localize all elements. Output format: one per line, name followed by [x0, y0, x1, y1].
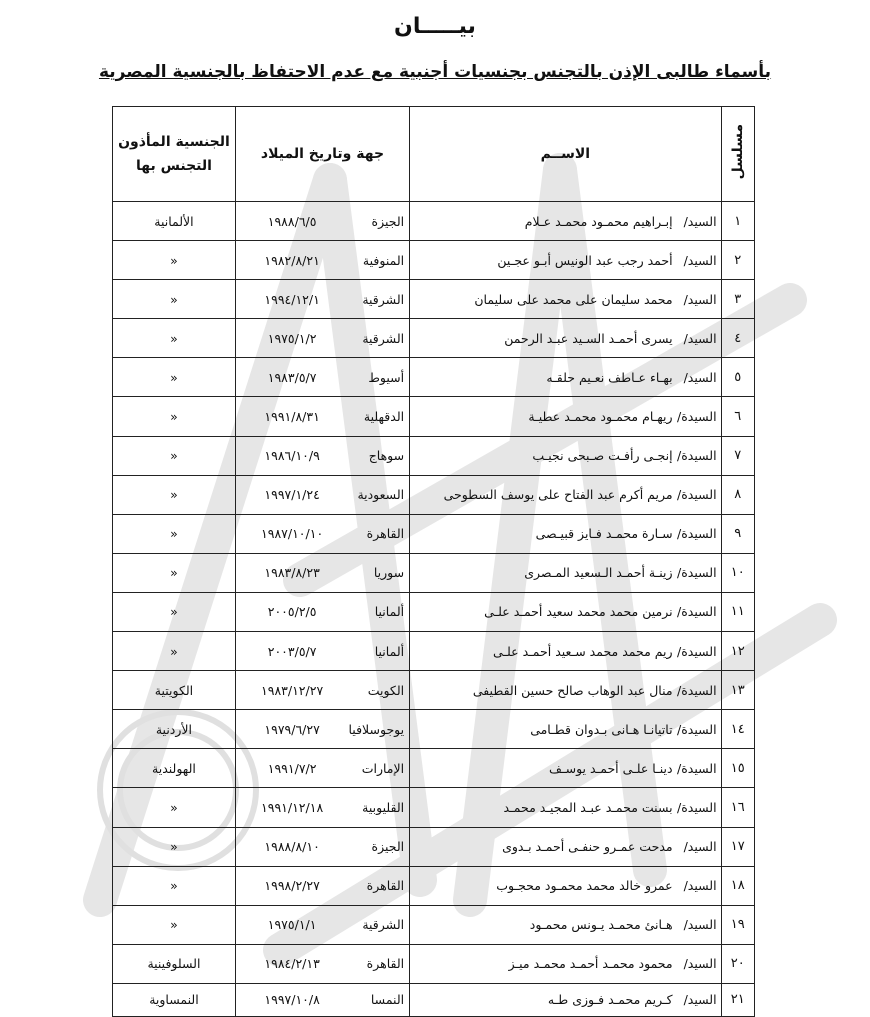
document-subtitle: بأسماء طالبى الإذن بالتجنس بجنسيات أجنبية مع عدم الاحتفاظ بالجنسية المصرية	[98, 62, 772, 82]
row-governorate: ألمانيا	[374, 604, 405, 620]
row-name-cell	[410, 983, 721, 1016]
row-name: محمود محمـد أحمـد محمـد ميـز	[508, 956, 673, 972]
row-place-date-cell	[235, 788, 409, 827]
row-serial: ١٨	[721, 866, 754, 905]
row-honorific: السيد/	[683, 291, 717, 307]
row-name-cell	[410, 827, 721, 866]
row-name: منال عبد الوهاب صالح حسين القطيفى	[472, 682, 673, 698]
row-governorate: السعودية	[357, 487, 405, 503]
row-serial: ١٠	[721, 553, 754, 592]
row-name: دينـا علـى أحمـد يوسـف	[549, 760, 673, 776]
row-place-date-cell	[235, 397, 409, 436]
row-name: عمرو خالد محمد محمـود محجـوب	[496, 878, 673, 894]
row-serial: ١٩	[721, 905, 754, 944]
row-serial: ٥	[721, 358, 754, 397]
row-nationality: «	[113, 592, 236, 631]
row-honorific: السيدة/	[677, 409, 717, 425]
row-honorific: السيدة/	[677, 487, 717, 503]
row-honorific: السيدة/	[677, 799, 717, 815]
row-nationality: الهولندية	[113, 749, 236, 788]
row-place-date-cell	[235, 983, 409, 1016]
row-governorate: الشرقية	[362, 917, 405, 933]
row-name: بهـاء عـاطف نعـيم حلقـه	[546, 369, 673, 385]
row-serial: ٢١	[721, 983, 754, 1016]
row-nationality: «	[113, 319, 236, 358]
row-name-cell	[410, 280, 721, 319]
row-place-date-cell	[235, 514, 409, 553]
row-governorate: النمسا	[370, 992, 405, 1008]
table-row	[113, 436, 755, 475]
row-governorate: الدقهلية	[363, 409, 405, 425]
row-nationality: «	[113, 358, 236, 397]
row-serial: ٤	[721, 319, 754, 358]
row-place-date-cell	[235, 241, 409, 280]
table-row	[113, 749, 755, 788]
row-place-date-cell	[235, 671, 409, 710]
table-header-row	[113, 107, 755, 202]
row-nationality: «	[113, 280, 236, 319]
row-honorific: السيد/	[683, 839, 717, 855]
row-name-cell	[410, 397, 721, 436]
row-name-cell	[410, 358, 721, 397]
row-name: هـانئ محمـد يـونس محمـود	[529, 917, 673, 933]
header-serial: مسلسل	[721, 107, 754, 202]
row-name-cell	[410, 436, 721, 475]
row-name: أحمد رجب عبد الونيس أبـو عجـين	[497, 252, 673, 268]
row-name: زينـة أحمـد الـسعيد المـصرى	[524, 565, 673, 581]
header-nationality-line2: التجنس بها	[135, 158, 212, 174]
row-governorate: القاهرة	[366, 956, 405, 972]
row-governorate: ألمانيا	[374, 643, 405, 659]
row-name: تاتيانـا هـانى بـدوان قطـامى	[530, 721, 673, 737]
row-name-cell	[410, 202, 721, 241]
header-name: الاســم	[410, 107, 721, 202]
row-nationality: «	[113, 905, 236, 944]
row-honorific: السيد/	[683, 330, 717, 346]
row-honorific: السيد/	[683, 956, 717, 972]
table-row	[113, 710, 755, 749]
row-governorate: يوجوسلافيا	[348, 721, 405, 737]
row-governorate: الإمارات	[361, 760, 405, 776]
row-birth-date: ١٩٨٢/٨/٢١	[264, 252, 320, 268]
row-governorate: الكويت	[367, 682, 405, 698]
row-name-cell	[410, 788, 721, 827]
row-serial: ٦	[721, 397, 754, 436]
row-serial: ٩	[721, 514, 754, 553]
row-birth-date: ١٩٨٤/٢/١٣	[264, 956, 320, 972]
row-birth-date: ٢٠٠٥/٢/٥	[267, 604, 317, 620]
row-nationality: السلوفينية	[113, 944, 236, 983]
row-serial: ١٣	[721, 671, 754, 710]
row-birth-date: ١٩٩١/٧/٢	[267, 760, 317, 776]
row-name-cell	[410, 671, 721, 710]
row-serial: ١٢	[721, 632, 754, 671]
row-governorate: الجيزة	[371, 839, 405, 855]
row-nationality: «	[113, 632, 236, 671]
table-row	[113, 905, 755, 944]
row-name: بسنت محمـد عبـد المجيـد محمـد	[503, 799, 673, 815]
row-birth-date: ١٩٨٨/٦/٥	[267, 213, 317, 229]
row-place-date-cell	[235, 553, 409, 592]
table-row	[113, 475, 755, 514]
row-place-date-cell	[235, 905, 409, 944]
row-nationality: «	[113, 436, 236, 475]
table-row	[113, 788, 755, 827]
row-governorate: الشرقية	[362, 330, 405, 346]
row-place-date-cell	[235, 280, 409, 319]
row-name: ريهـام محمـود محمـد عطيـة	[528, 409, 673, 425]
row-birth-date: ١٩٨٣/٥/٧	[267, 369, 317, 385]
row-place-date-cell	[235, 202, 409, 241]
table-row	[113, 827, 755, 866]
row-governorate: الشرقية	[362, 291, 405, 307]
row-honorific: السيد/	[683, 878, 717, 894]
table-row	[113, 241, 755, 280]
row-serial: ١	[721, 202, 754, 241]
row-nationality: «	[113, 514, 236, 553]
row-name-cell	[410, 749, 721, 788]
row-name: نرمين محمد محمد سعيد أحمـد علـى	[484, 604, 673, 620]
row-governorate: القاهرة	[366, 526, 405, 542]
row-nationality: «	[113, 241, 236, 280]
row-place-date-cell	[235, 358, 409, 397]
row-birth-date: ١٩٨٧/١٠/١٠	[261, 526, 324, 542]
row-name-cell	[410, 475, 721, 514]
document-title: بيـــــان	[394, 14, 476, 39]
row-birth-date: ١٩٩٤/١٢/١	[264, 291, 320, 307]
row-honorific: السيد/	[683, 213, 717, 229]
row-honorific: السيدة/	[677, 643, 717, 659]
row-honorific: السيدة/	[677, 448, 717, 464]
row-nationality: «	[113, 788, 236, 827]
row-serial: ٢	[721, 241, 754, 280]
row-name: إبـراهيم محمـود محمـد عـلام	[524, 213, 673, 229]
table-row	[113, 202, 755, 241]
row-name-cell	[410, 319, 721, 358]
row-birth-date: ١٩٩٧/١٠/٨	[264, 992, 320, 1008]
table-row	[113, 983, 755, 1016]
row-serial: ٣	[721, 280, 754, 319]
row-nationality: الألمانية	[113, 202, 236, 241]
row-governorate: سوهاج	[368, 448, 405, 464]
row-birth-date: ١٩٧٩/٦/٢٧	[264, 721, 320, 737]
row-governorate: الجيزة	[371, 213, 405, 229]
row-birth-date: ١٩٧٥/١/١	[267, 917, 317, 933]
row-serial: ١٤	[721, 710, 754, 749]
row-birth-date: ١٩٩١/١٢/١٨	[261, 799, 324, 815]
row-nationality: الكويتية	[113, 671, 236, 710]
row-serial: ١٧	[721, 827, 754, 866]
row-name: سـارة محمـد فـايز قبيـصى	[535, 526, 673, 542]
row-birth-date: ١٩٩٨/٢/٢٧	[264, 878, 320, 894]
table-row	[113, 319, 755, 358]
row-honorific: السيدة/	[677, 760, 717, 776]
row-name-cell	[410, 632, 721, 671]
row-honorific: السيدة/	[677, 604, 717, 620]
row-name-cell	[410, 944, 721, 983]
row-serial: ١٥	[721, 749, 754, 788]
row-serial: ٨	[721, 475, 754, 514]
row-name-cell	[410, 905, 721, 944]
table-row	[113, 280, 755, 319]
row-name-cell	[410, 866, 721, 905]
row-name: محمد سليمان على محمد على سليمان	[474, 291, 673, 307]
row-nationality: «	[113, 827, 236, 866]
row-name-cell	[410, 514, 721, 553]
table-row	[113, 671, 755, 710]
header-place-date: جهة وتاريخ الميلاد	[235, 107, 409, 202]
row-serial: ٢٠	[721, 944, 754, 983]
row-place-date-cell	[235, 319, 409, 358]
row-nationality: «	[113, 553, 236, 592]
row-governorate: القاهرة	[366, 878, 405, 894]
row-place-date-cell	[235, 592, 409, 631]
row-nationality: «	[113, 866, 236, 905]
row-birth-date: ١٩٩٧/١/٢٤	[264, 487, 320, 503]
row-honorific: السيدة/	[677, 721, 717, 737]
table-row	[113, 358, 755, 397]
row-name: كـريم محمـد فـوزى طـه	[547, 992, 673, 1008]
row-honorific: السيدة/	[677, 682, 717, 698]
row-governorate: القليوبية	[362, 799, 405, 815]
row-name-cell	[410, 241, 721, 280]
row-honorific: السيد/	[683, 917, 717, 933]
row-name: إنجـى رأفـت صـبحى نجيـب	[532, 448, 673, 464]
row-governorate: المنوفية	[362, 252, 405, 268]
row-honorific: السيد/	[683, 252, 717, 268]
row-place-date-cell	[235, 475, 409, 514]
row-honorific: السيد/	[683, 369, 717, 385]
row-birth-date: ٢٠٠٣/٥/٧	[267, 643, 317, 659]
row-birth-date: ١٩٨٨/٨/١٠	[264, 839, 320, 855]
row-birth-date: ١٩٨٣/١٢/٢٧	[261, 682, 324, 698]
table-row	[113, 866, 755, 905]
row-name-cell	[410, 710, 721, 749]
row-honorific: السيد/	[683, 992, 717, 1008]
row-nationality: «	[113, 475, 236, 514]
row-name-cell	[410, 553, 721, 592]
row-place-date-cell	[235, 866, 409, 905]
row-place-date-cell	[235, 944, 409, 983]
header-nationality-line1: الجنسية المأذون	[118, 134, 230, 150]
table-row	[113, 944, 755, 983]
row-name: مدحت عمـرو حنفـى أحمـد بـدوى	[502, 839, 673, 855]
row-nationality: الأردنية	[113, 710, 236, 749]
row-nationality: النمساوية	[113, 983, 236, 1016]
row-serial: ١٦	[721, 788, 754, 827]
table-row	[113, 514, 755, 553]
row-birth-date: ١٩٨٣/٨/٢٣	[264, 565, 320, 581]
row-nationality: «	[113, 397, 236, 436]
row-name: يسرى أحمـد السـيد عبـد الرحمن	[504, 330, 673, 346]
table-row	[113, 592, 755, 631]
table-row	[113, 397, 755, 436]
row-governorate: أسيوط	[368, 369, 405, 385]
row-name-cell	[410, 592, 721, 631]
table-row	[113, 632, 755, 671]
row-honorific: السيدة/	[677, 565, 717, 581]
row-name: مريم أكرم عبد الفتاح على يوسف السطوحى	[443, 487, 673, 503]
applicants-table	[112, 106, 755, 1017]
row-serial: ١١	[721, 592, 754, 631]
header-nationality	[113, 107, 236, 202]
row-serial: ٧	[721, 436, 754, 475]
row-place-date-cell	[235, 710, 409, 749]
row-birth-date: ١٩٩١/٨/٣١	[264, 409, 320, 425]
row-name: ريم محمد محمد سـعيد أحمـد علـى	[492, 643, 673, 659]
row-place-date-cell	[235, 436, 409, 475]
row-place-date-cell	[235, 827, 409, 866]
table-row	[113, 553, 755, 592]
row-place-date-cell	[235, 632, 409, 671]
row-governorate: سوريا	[373, 565, 405, 581]
row-birth-date: ١٩٨٦/١٠/٩	[264, 448, 320, 464]
row-birth-date: ١٩٧٥/١/٢	[267, 330, 317, 346]
row-place-date-cell	[235, 749, 409, 788]
row-honorific: السيدة/	[677, 526, 717, 542]
